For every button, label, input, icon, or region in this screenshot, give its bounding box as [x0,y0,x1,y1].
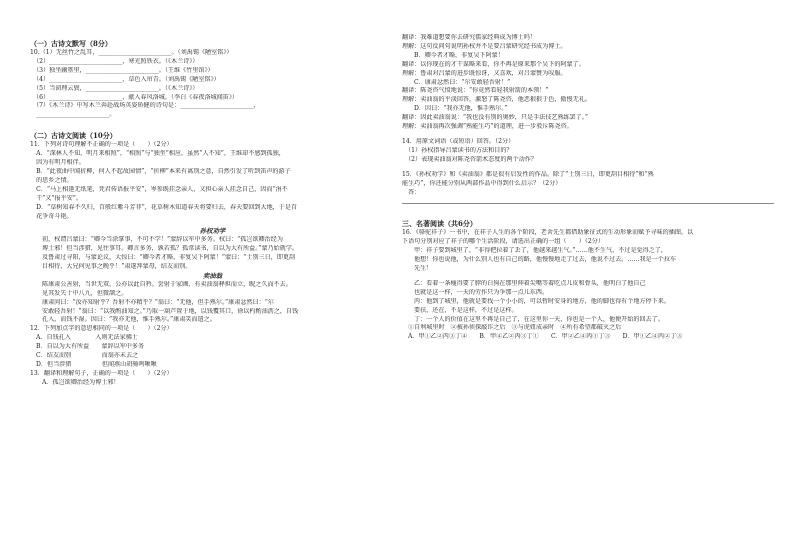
text-line: C．结友而别 而翁亦未去之 [36,352,139,360]
text-line: 11．下列对诗句理解不正确的一项是（ ）（2分） [30,141,173,149]
text-line: 12．下列加点字的意思相同的一项是（ ）（2分） [30,325,173,333]
text-line: （4）________________________，草色入帘青。（刘禹锡《陋室铭》） [30,75,220,83]
text-line: A．孤岂欲卿治经为博士邪！ [42,378,120,386]
text-line: 因为有明月相伴。 [30,159,85,167]
text-line: 博士邪！但当涉猎，见往事耳。卿言多务，孰若孤？孤常读书，自以为大有所益。”蒙乃始就学。 [42,245,299,253]
text-line: 花争奇斗艳。 [30,212,73,220]
text-line: 要扶，还在，不是这样，不过是这样。 [414,306,518,314]
text-line: A．甲①乙②丙③丁④ B．甲④乙②丙③丁① C．甲②乙④丙①丁③ D．甲①乙④丙②丁③ [408,333,683,341]
text-line: B．“此夜曲中闻折柳，何人不起故园情”，“折柳”本来有离别之意，自然引发了听到笛声的游子 [30,167,291,175]
text-line: 目相待，大兄何见事之晚乎！”肃遂拜蒙母，结友而别。 [42,263,192,271]
text-line: 翻译：我难道想要你去研究儒家经典成为博士吗！ [402,34,537,41]
text-line: 答： [402,188,421,196]
text-line: D．因曰：“我亦无他，惟手熟尔。” [414,105,508,113]
text-line: 康肃问曰：“汝亦知射乎？吾射不亦精乎？”翁曰：“无他，但手熟尔。”康肃忿然曰：“尔 [42,298,274,306]
text-line: 他想！你也说他，为什么别人也有自己的路，他慢慢地走了过去，他说不过去。……我是一个拉车 [414,256,677,264]
text-line: 13．翻译和理解句子，正确的一项是（ ）（2分） [30,369,173,377]
text-line: 丙：他到了城里，他就是要找一个小小的，可以暂时安身的地方，他的脚也得有个地方停下来。 [414,297,670,305]
text-line: 10.（1）无丝竹之乱耳，________________________。（刘禹锡《陋室铭》） [30,49,233,56]
text-line: 理解：卖油翁的平淡回答，激怒了陈尧咨，他恶狠狠于色，傲慢无礼。 [402,96,591,104]
text-line: 14．用原文词语（或短语）回答。（2分） [402,137,515,145]
passage-title: 孙权劝学 [199,227,226,236]
passage-title: 卖油翁 [202,271,223,280]
text-line: 孔入，而钱不湿。因曰：“我亦无他，惟手熟尔。”康肃笑而遣之。 [42,316,216,324]
text-line: B．自以为大有所益 蒙辞以军中多务 [36,343,145,351]
text-line: 的思乡之情。 [30,176,73,184]
text-line: 下语句分别对应了祥子的哪个生活阶段，请选出正确的一组（ ）（2分） [402,238,604,246]
text-line: 干”又“报平安”。 [30,194,83,202]
right-column [402,34,774,342]
section-heading: 三、名著阅读（共6分） [402,219,477,229]
text-line: 理解：这句反问句说明孙权并不是要吕蒙研究经书成为博士。 [402,42,567,50]
text-line: （2）________________________，寒光照铁衣。（《木兰诗》） [30,57,199,65]
text-line: D．“草树知春不久归，百般红紫斗芳菲”，花草树木知道春天将要归去，春天要回到大地，于是百 [30,203,298,211]
text-line: 翻译：因此卖油翁说：“我也没有别的奥妙，只是手法技艺熟练罢了。” [402,114,588,122]
text-line: （2）表现卖油翁对陈尧咨箭术态度的两个动作？ [402,155,537,163]
text-line: A．自钱孔入 入则无法家拂士 [36,334,138,342]
text-line: （6）________________________，献入春风洛城。（李白《春夜洛城闻笛》） [30,93,239,101]
text-line: 乙：看着一条瘦得要了脖的白狗在那里伸着尖嘴等着吃点儿皮和骨头，他明白了他自己 [414,279,646,287]
text-line: 翻译：以你现在的才干谋略来看，你不再是原来那个吴下的阿蒙了。 [402,60,585,68]
text-line: （7）《木兰诗》中写木兰奔赴战场英姿矫健的诗句是：________________________， [30,102,260,110]
section-heading: （二）古诗文阅读（10分） [30,131,117,141]
text-line: （3）独坐幽篁里，________________________。（王维《竹里馆》） [30,66,214,74]
text-line: （5）当窗理云鬓，________________________。（《木兰诗》） [30,84,199,92]
spacer [402,208,774,214]
text-line: B．卿今者才略，非复吴下阿蒙！ [414,51,504,59]
text-line: C．康肃忿然曰：“尔安敢轻吾射！” [414,78,511,86]
text-line: 也就是这一样，一天的劳作只为争那一点儿东西。 [414,288,549,296]
text-line: 甲：祥子要到城里了，“非得把拉着了丢了，他越来越生气。”……他不生气，不过是觉得乏了， [414,247,668,255]
text-line: 16．《骆驼祥子》一书中，在祥子人生的各个阶段，老舍先生都借助象征式的生动形象而赋予寻味的插图。以 [402,229,694,237]
text-line: C．“马上相逢无纸笔，凭君传语报平安”，岑参既挂念亲人，又担心亲人挂念自己，因而“涓不 [30,185,288,193]
answer-line [402,203,774,204]
text-line: 见其发矢十中八九，但微颔之。 [42,289,128,297]
text-line: 理解：鲁肃对吕蒙的进步既惊讶，又喜欢，对吕蒙赞为叹服。 [402,69,567,77]
section-heading: （一）古诗文默写（8分） [30,39,112,48]
text-line: D．但当涉猎 但闻燕山胡骑鸣啾啾 [36,361,157,368]
text-line: 理解：卖油翁再次强调“熟能生巧”的道理，进一步驳斥陈尧咨。 [402,123,573,131]
text-line: ________________________。 [30,111,116,119]
text-line: 陈康肃公善射，当世无双，公亦以此自矜。尝射于家圃，有卖油翁释担而立，睨之久而不去。 [42,280,292,288]
text-line: 初，权谓吕蒙曰：“卿今当涂掌事，不可不学！”蒙辞以军中多务。权曰：“孤岂欲卿治经为 [42,236,283,244]
text-line: 能生巧”，你还能分别从两部作品中得到什么启示？（2分） [402,179,562,187]
text-line: ①自利城里时 ②被孙侦探敲诈之后 ③与虎妞成亲时 ④所有希望都破灭之后 [408,324,622,332]
text-line: 丁：一个人的价值在这里不再是自己了，在这里你一天，你也是一个人，他便开始的回去了。 [414,315,664,323]
text-line: 安敢轻吾射！”翁曰：“以我酌油知之。”乃取一葫芦置于地，以钱覆其口，徐以杓酌油沥之，自钱 [42,307,299,315]
spacer [30,120,395,126]
left-column [30,34,395,388]
text-line: 15．《孙权劝学》和《卖油翁》都是很有启发性的作品。除了“士别三日，即更刮目相待”和“熟 [402,170,654,178]
text-line: 及鲁肃过寻阳，与蒙论议，大惊曰：“卿今者才略，非复吴下阿蒙！”蒙曰：“士别三日，即更刮 [42,254,296,262]
text-line: A．“深林人不知，明月来相照”，“相照”与“独坐”相应，虽然“人不知”，王维却不感到孤独， [30,150,285,158]
text-line: 翻译：陈尧咨气愤地说：“你竟然看轻我射箭的本领！” [402,87,549,95]
text-line: （1）孙权指导吕蒙读书的方法和目的？ [402,146,513,154]
text-line: 先生！ [414,265,433,273]
